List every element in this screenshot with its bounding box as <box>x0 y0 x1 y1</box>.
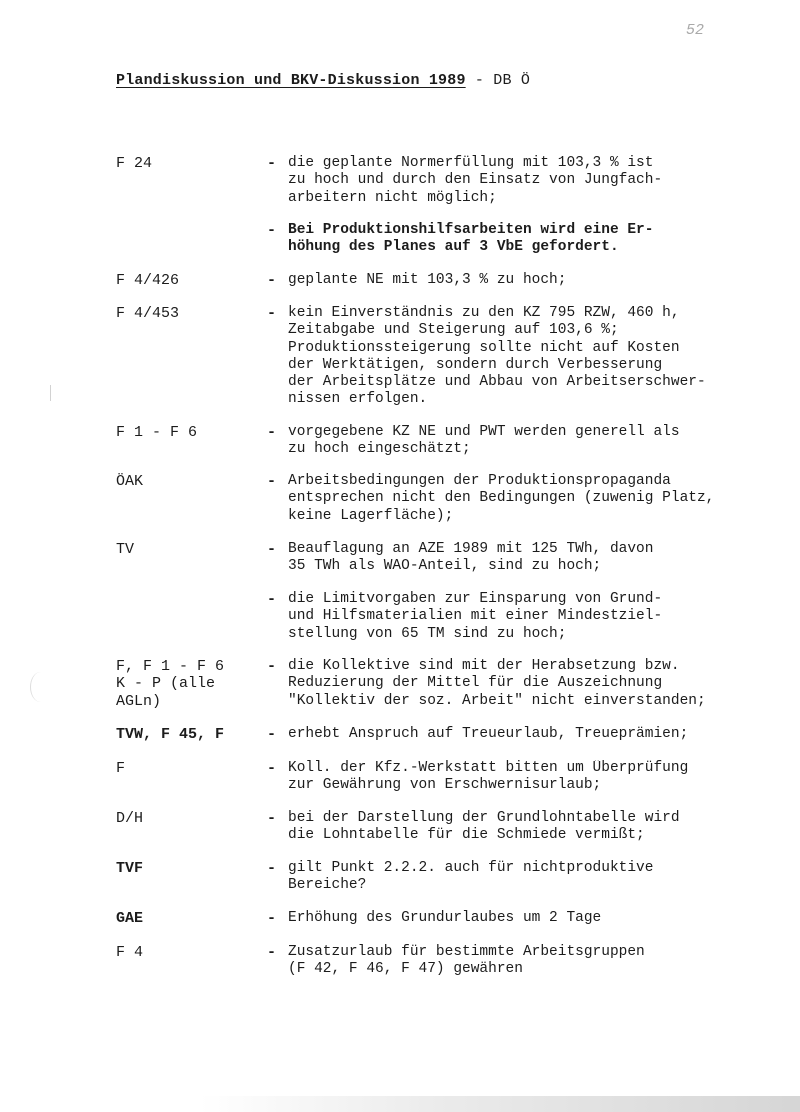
entry-dash: - <box>267 591 277 608</box>
entry-text: die Limitvorgaben zur Einsparung von Grund- und Hilfsmaterialien mit einer Mindestziel- stellung von 65 TM sind zu hoch; <box>288 591 663 642</box>
entry-code: F 24 <box>116 155 153 172</box>
entry-code: F 4/426 <box>116 272 180 289</box>
entry-text: bei der Darstellung der Grundlohntabelle wird die Lohntabelle für die Schmiede vermißt; <box>288 810 680 844</box>
entry-code: F 1 - F 6 <box>116 424 198 441</box>
document-title <box>116 72 530 89</box>
entry-dash: - <box>267 910 277 927</box>
entry-dash: - <box>267 272 277 289</box>
entry-text: gilt Punkt 2.2.2. auch für nichtproduktive Bereiche? <box>288 860 654 894</box>
margin-mark <box>50 385 51 401</box>
entry-text: die Kollektive sind mit der Herabsetzung bzw. Reduzierung der Mittel für die Auszeichnung "Kollektiv der soz. Arbeit" nicht einverstanden; <box>288 658 706 709</box>
entry-dash: - <box>267 222 277 239</box>
scan-edge-noise <box>200 1096 800 1112</box>
entry-text: Arbeitsbedingungen der Produktionspropaganda entsprechen nicht den Bedingungen (zuwenig Platz, keine Lagerfläche); <box>288 473 715 524</box>
entry-text: Koll. der Kfz.-Werkstatt bitten um Überprüfung zur Gewährung von Erschwernisurlaub; <box>288 760 689 794</box>
entry-code: TVF <box>116 860 144 877</box>
entry-text: Beauflagung an AZE 1989 mit 125 TWh, davon 35 TWh als WAO-Anteil, sind zu hoch; <box>288 541 654 575</box>
entry-text: vorgegebene KZ NE und PWT werden generell als zu hoch eingeschätzt; <box>288 424 680 458</box>
entry-code: TVW, F 45, F <box>116 726 225 743</box>
entry-dash: - <box>267 944 277 961</box>
entry-code: TV <box>116 541 135 558</box>
entry-text: erhebt Anspruch auf Treueurlaub, Treueprämien; <box>288 726 689 742</box>
entry-dash: - <box>267 860 277 877</box>
entry-code: GAE <box>116 910 144 927</box>
entry-dash: - <box>267 760 277 777</box>
entry-dash: - <box>267 726 277 743</box>
entry-dash: - <box>267 155 277 172</box>
entry-text: kein Einverständnis zu den KZ 795 RZW, 460 h, Zeitabgabe und Steigerung auf 103,6 %; Produktionssteigerung sollte nicht auf Kosten der Werktätigen, sondern durch Verbesserung der Arbeitsplätze und Abbau von Arbeitserschwer- nissen erfolgen. <box>288 305 706 408</box>
entry-text: geplante NE mit 103,3 % zu hoch; <box>288 272 567 288</box>
entry-text: Bei Produktionshilfsarbeiten wird eine Er- höhung des Planes auf 3 VbE gefordert. <box>288 222 654 256</box>
entry-dash: - <box>267 810 277 827</box>
entry-dash: - <box>267 541 277 558</box>
entry-code: D/H <box>116 810 144 827</box>
margin-scratch <box>30 672 51 702</box>
entry-text: Erhöhung des Grundurlaubes um 2 Tage <box>288 910 602 926</box>
page-number-mark: 52 <box>686 22 705 39</box>
entry-dash: - <box>267 424 277 441</box>
entry-code: F 4/453 <box>116 305 180 322</box>
entry-code: F, F 1 - F 6 K - P (alle AGLn) <box>116 658 225 710</box>
title-main: Plandiskussion und BKV-Diskussion 1989 <box>116 72 466 89</box>
entry-code: F 4 <box>116 944 144 961</box>
title-suffix: - DB Ö <box>465 72 531 89</box>
entry-text: die geplante Normerfüllung mit 103,3 % ist zu hoch und durch den Einsatz von Jungfach- arbeitern nicht möglich; <box>288 155 663 206</box>
entry-dash: - <box>267 473 277 490</box>
entry-text: Zusatzurlaub für bestimmte Arbeitsgruppen (F 42, F 46, F 47) gewähren <box>288 944 645 978</box>
entry-code: F <box>116 760 126 777</box>
entry-code: ÖAK <box>116 473 144 490</box>
entry-dash: - <box>267 305 277 322</box>
entry-dash: - <box>267 658 277 675</box>
